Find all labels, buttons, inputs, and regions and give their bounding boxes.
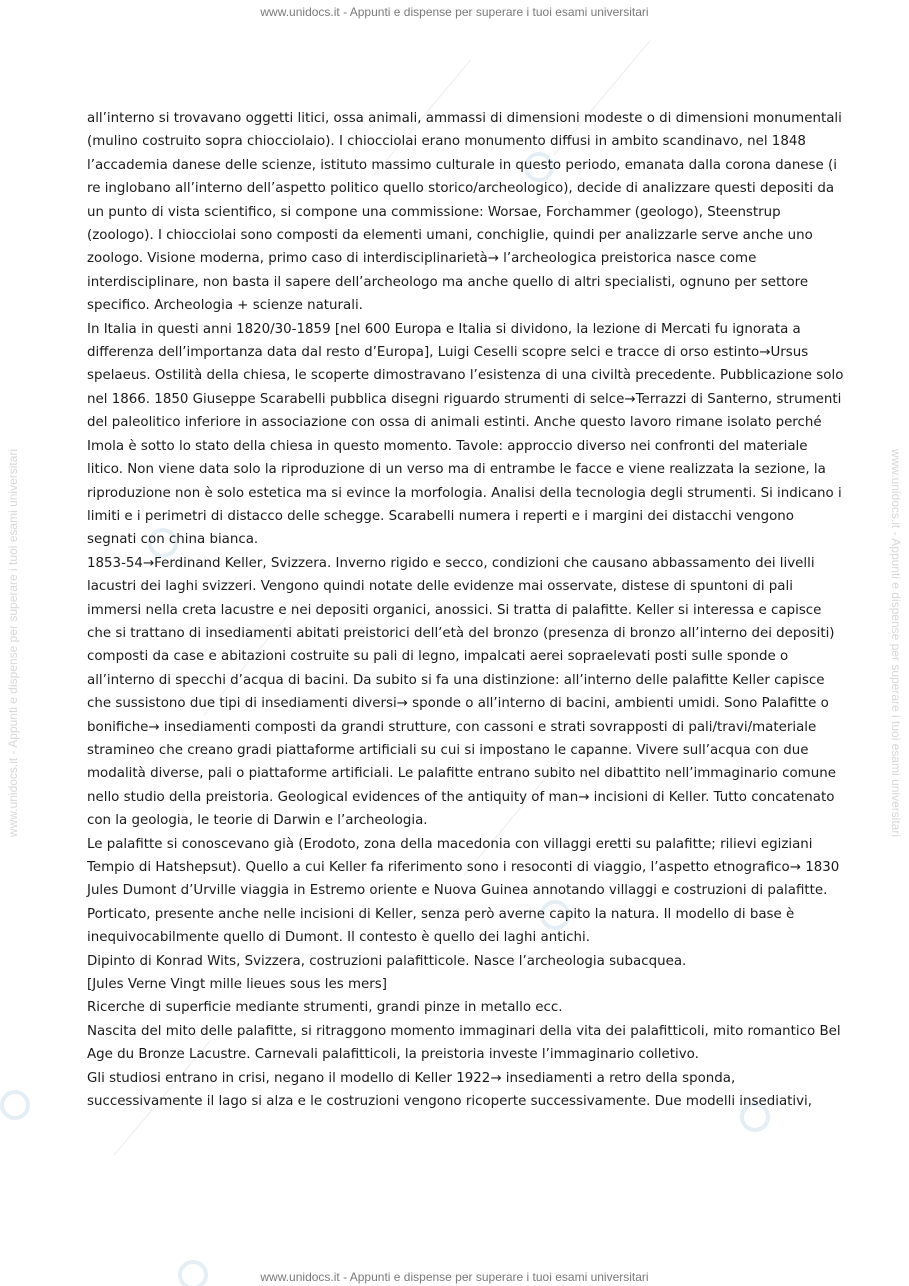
footer-watermark <box>0 1265 909 1286</box>
right-side-watermark: www.unidocs.it - Appunti e dispense per superare i tuoi esami universitari <box>889 448 903 838</box>
footer-watermark-text: www.unidocs.it - Appunti e dispense per superare i tuoi esami universitari <box>260 1270 649 1284</box>
header-watermark <box>0 0 909 24</box>
paragraph-italia: In Italia in questi anni 1820/30-1859 [nel 600 Europa e Italia si dividono, la lezione di Mercati fu ignorata a differenza dell’importanza data dal resto d’Europa], Luigi Ceselli scopre selci e tracce di orso estinto→Ursus spelaeus. Ostilità della chiesa, le scoperte dimostravano l’esistenza di una civiltà precedente. Pubblicazione solo nel 1866. 1850 Giuseppe Scarabelli pubblica disegni riguardo strumenti di selce→Terrazzi di Santerno, strumenti del paleolitico inferiore in associazione con ossa di animali estinti. Anche questo lavoro rimane isolato perché Imola è sotto lo stato della chiesa in questo momento. Tavole: approccio diverso nei confronti del materiale litico. Non viene data solo la riproduzione di un verso ma di entrambe le facce e viene realizzata la sezione, la riproduzione non è solo estetica ma si evince la morfologia. Analisi della tecnologia degli strumenti. Si indicano i limiti e i perimetri di distacco delle schegge. Scarabelli numera i reperti e i margini dei distacchi vengono segnati con china bianca. <box>87 321 844 548</box>
watermark-logo-icon <box>0 1090 30 1120</box>
document-body <box>87 107 847 1113</box>
paragraph-crisi-studiosi: Gli studiosi entrano in crisi, negano il modello di Keller 1922→ insediamenti a retro della sponda, successivamente il lago si alza e le costruzioni vengono ricoperte successivamente. Due modelli insediativi, <box>87 1070 813 1110</box>
header-watermark-text: www.unidocs.it - Appunti e dispense per superare i tuoi esami universitari <box>260 5 649 19</box>
paragraph-dipinto-wits: Dipinto di Konrad Wits, Svizzera, costruzioni palafitticole. Nasce l’archeologia subacquea. <box>87 953 687 969</box>
paragraph-mito-palafitte: Nascita del mito delle palafitte, si ritraggono momento immaginari della vita dei palafitticoli, mito romantico Bel Age du Bronze Lacustre. Carnevali palafitticoli, la preistoria investe l’immaginario colletivo. <box>87 1023 841 1063</box>
paragraph-ricerche-superficie: Ricerche di superficie mediante strumenti, grandi pinze in metallo ecc. <box>87 1000 563 1016</box>
paragraph-keller: 1853-54→Ferdinand Keller, Svizzera. Inverno rigido e secco, condizioni che causano abbassamento dei livelli lacustri dei laghi svizzeri. Vengono quindi notate delle evidenze mai osservate, distese di spuntoni di pali immersi nella creta lacustre e nei depositi organici, anossici. Si tratta di palafitte. Keller si interessa e capisce che si trattano di insediamenti abitati preistorici dell’età del bronzo (presenza di bronzo all’interno dei depositi) composti da case e abitazioni costruite su pali di legno, impalcati aerei sopraelevati posti sulle sponde o all’interno di specchi d’acqua di bacini. Da subito si fa una distinzione: all’interno delle palafitte Keller capisce che sussistono due tipi di insediamenti diversi→ sponde o all’interno di bacini, ambienti umidi. Sono Palafitte o bonifiche→ insediamenti composti da grandi strutture, con cassoni e strati sovrapposti di pali/travi/materiale stramineo che creano gradi piattaforme artificiali su cui si impostano le capanne. Vivere sull’acqua con due modalità diverse, pali o piattaforme artificiali. Le palafitte entrano subito nel dibattito nell’immaginario comune nello studio della preistoria. Geological evidences of the antiquity of man→ incisioni di Keller. Tutto concatenato con la geologia, le teorie di Darwin e l’archeologia. <box>87 555 836 829</box>
paragraph-jules-verne: [Jules Verne Vingt mille lieues sous les mers] <box>87 977 387 993</box>
paragraph-chiocciolai: all’interno si trovavano oggetti litici, ossa animali, ammassi di dimensioni modeste o di dimensioni monumentali (mulino costruito sopra chiocciolaio). I chiocciolai erano monumento diffusi in ambito scandinavo, nel 1848 l’accademia danese delle scienze, istituto massimo culturale in questo periodo, emanata dalla corona danese (i re inglobano all’interno dell’aspetto politico quello storico/archeologico), decide di analizzare questi depositi da un punto di vista scientifico, si compone una commissione: Worsae, Forchammer (geologo), Steenstrup (zoologo). I chiocciolai sono composti da elementi umani, conchiglie, quindi per analizzarle serve anche uno zoologo. Visione moderna, primo caso di interdisciplinarietà→ l’archeologica preistorica nasce come interdisciplinare, non basta il sapere dell’archeologo ma anche quello di altri specialisti, ognuno per settore specifico. Archeologia + scienze naturali. <box>87 111 842 314</box>
paragraph-palafitte-conosciute: Le palafitte si conoscevano già (Erodoto, zona della macedonia con villaggi eretti su palafitte; rilievi egiziani Tempio di Hatshepsut). Quello a cui Keller fa riferimento sono i resoconti di viaggio, l’aspetto etnografico→ 1830 Jules Dumont d’Urville viaggia in Estremo oriente e Nuova Guinea annotando villaggi e costruzioni di palafitte. Porticato, presente anche nelle incisioni di Keller, senza però averne capito la natura. Il modello di base è inequivocabilmente quello di Dumont. Il contesto è quello dei laghi antichi. <box>87 836 840 946</box>
left-side-watermark: www.unidocs.it - Appunti e dispense per superare i tuoi esami universitari <box>6 448 20 838</box>
